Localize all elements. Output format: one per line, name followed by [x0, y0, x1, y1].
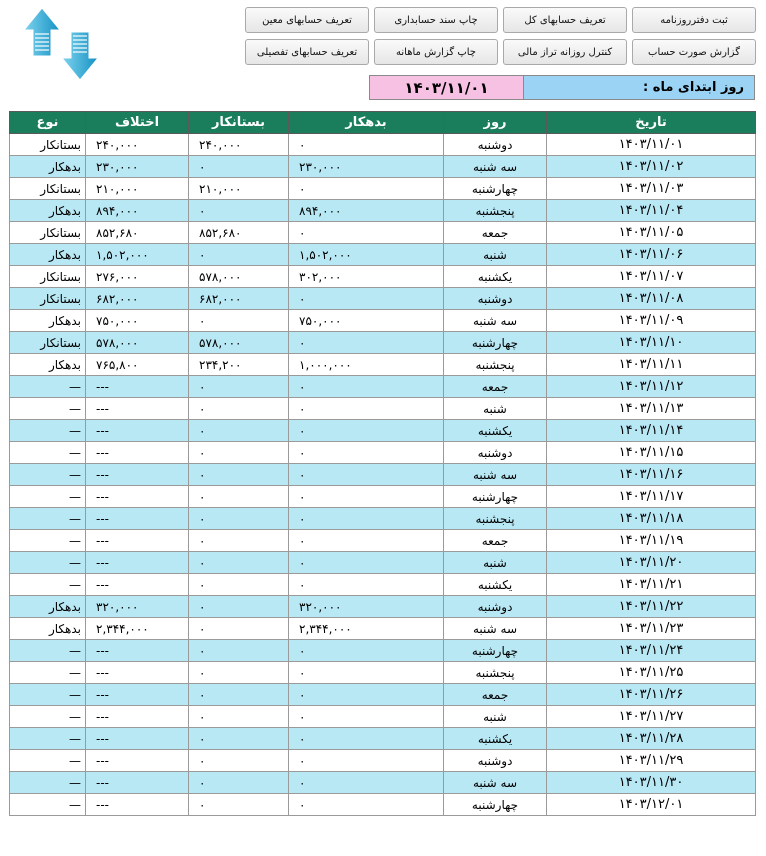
cell-debit[interactable]: ۰ [289, 420, 444, 442]
cell-day[interactable]: پنجشنبه [444, 354, 547, 376]
cell-credit[interactable]: ۰ [189, 574, 289, 596]
cell-day[interactable]: پنجشنبه [444, 508, 547, 530]
cell-type[interactable]: — [10, 552, 86, 574]
cell-day[interactable]: جمعه [444, 222, 547, 244]
cell-type[interactable]: بدهکار [10, 596, 86, 618]
cell-date[interactable]: ۱۴۰۳/۱۱/۱۶ [547, 464, 756, 486]
cell-day[interactable]: چهارشنبه [444, 640, 547, 662]
cell-credit[interactable]: ۰ [189, 728, 289, 750]
cell-diff[interactable]: --- [86, 728, 189, 750]
table-row [10, 684, 756, 706]
cell-diff[interactable]: --- [86, 662, 189, 684]
menu-buttons [247, 7, 756, 65]
cell-date[interactable]: ۱۴۰۳/۱۱/۰۲ [547, 156, 756, 178]
cell-diff[interactable]: ۷۶۵,۸۰۰ [86, 354, 189, 376]
table-row [10, 706, 756, 728]
cell-diff[interactable]: ۳۲۰,۰۰۰ [86, 596, 189, 618]
cell-debit[interactable]: ۰ [289, 684, 444, 706]
cell-credit[interactable]: ۰ [189, 398, 289, 420]
cell-diff[interactable]: --- [86, 486, 189, 508]
cell-credit[interactable]: ۰ [189, 618, 289, 640]
cell-diff[interactable]: --- [86, 442, 189, 464]
cell-type[interactable]: — [10, 640, 86, 662]
cell-date[interactable]: ۱۴۰۳/۱۱/۱۸ [547, 508, 756, 530]
cell-day[interactable]: سه شنبه [444, 618, 547, 640]
cell-credit[interactable]: ۰ [189, 420, 289, 442]
cell-date[interactable]: ۱۴۰۳/۱۱/۲۱ [547, 574, 756, 596]
month-start-row [369, 75, 755, 100]
cell-date[interactable]: ۱۴۰۳/۱۱/۱۴ [547, 420, 756, 442]
cell-type[interactable]: بستانکار [10, 288, 86, 310]
cell-diff[interactable]: --- [86, 552, 189, 574]
cell-type[interactable]: — [10, 464, 86, 486]
cell-diff[interactable]: --- [86, 706, 189, 728]
table-row [10, 772, 756, 794]
cell-type[interactable]: بستانکار [10, 134, 86, 156]
cell-day[interactable]: یکشنبه [444, 266, 547, 288]
cell-day[interactable]: جمعه [444, 684, 547, 706]
cell-credit[interactable]: ۰ [189, 750, 289, 772]
cell-date[interactable]: ۱۴۰۳/۱۱/۲۳ [547, 618, 756, 640]
cell-diff[interactable]: --- [86, 420, 189, 442]
cell-type[interactable]: بستانکار [10, 332, 86, 354]
cell-day[interactable]: دوشنبه [444, 750, 547, 772]
cell-debit[interactable]: ۰ [289, 772, 444, 794]
cell-debit[interactable]: ۲۳۰,۰۰۰ [289, 156, 444, 178]
cell-type[interactable]: بدهکار [10, 310, 86, 332]
cell-credit[interactable]: ۵۷۸,۰۰۰ [189, 332, 289, 354]
cell-debit[interactable]: ۰ [289, 134, 444, 156]
cell-day[interactable]: چهارشنبه [444, 794, 547, 816]
cell-date[interactable]: ۱۴۰۳/۱۱/۲۶ [547, 684, 756, 706]
cell-date[interactable]: ۱۴۰۳/۱۱/۱۷ [547, 486, 756, 508]
detail-accounts-button[interactable]: تعریف حسابهای تفصیلی [245, 39, 369, 65]
cell-day[interactable]: سه شنبه [444, 310, 547, 332]
cell-debit[interactable]: ۰ [289, 530, 444, 552]
cell-diff[interactable]: --- [86, 684, 189, 706]
cell-date[interactable]: ۱۴۰۳/۱۱/۰۳ [547, 178, 756, 200]
table-row [10, 244, 756, 266]
cell-type[interactable]: — [10, 530, 86, 552]
cell-debit[interactable]: ۰ [289, 486, 444, 508]
cell-day[interactable]: جمعه [444, 530, 547, 552]
cell-type[interactable]: بدهکار [10, 244, 86, 266]
cell-debit[interactable]: ۰ [289, 442, 444, 464]
cell-date[interactable]: ۱۴۰۳/۱۱/۱۳ [547, 398, 756, 420]
cell-date[interactable]: ۱۴۰۳/۱۲/۰۱ [547, 794, 756, 816]
cell-debit[interactable]: ۰ [289, 728, 444, 750]
cell-day[interactable]: شنبه [444, 244, 547, 266]
cell-day[interactable]: شنبه [444, 552, 547, 574]
cell-diff[interactable]: ۷۵۰,۰۰۰ [86, 310, 189, 332]
cell-date[interactable]: ۱۴۰۳/۱۱/۰۴ [547, 200, 756, 222]
cell-debit[interactable]: ۱,۰۰۰,۰۰۰ [289, 354, 444, 376]
table-row [10, 794, 756, 816]
cell-debit[interactable]: ۳۰۲,۰۰۰ [289, 266, 444, 288]
cell-date[interactable]: ۱۴۰۳/۱۱/۰۵ [547, 222, 756, 244]
cell-credit[interactable]: ۰ [189, 442, 289, 464]
cell-credit[interactable]: ۰ [189, 772, 289, 794]
table-row [10, 750, 756, 772]
table-row [10, 530, 756, 552]
monthly-report-button[interactable]: چاپ گزارش ماهانه [374, 39, 498, 65]
cell-type[interactable]: بستانکار [10, 178, 86, 200]
cell-debit[interactable]: ۱,۵۰۲,۰۰۰ [289, 244, 444, 266]
cell-day[interactable]: جمعه [444, 376, 547, 398]
table-row [10, 420, 756, 442]
cell-debit[interactable]: ۰ [289, 178, 444, 200]
cell-debit[interactable]: ۰ [289, 750, 444, 772]
cell-type[interactable]: — [10, 398, 86, 420]
cell-type[interactable]: — [10, 376, 86, 398]
cell-day[interactable]: پنجشنبه [444, 662, 547, 684]
table-row [10, 574, 756, 596]
table-row [10, 354, 756, 376]
cell-credit[interactable]: ۰ [189, 508, 289, 530]
cell-type[interactable]: بدهکار [10, 354, 86, 376]
table-row [10, 200, 756, 222]
cell-credit[interactable]: ۰ [189, 794, 289, 816]
month-start-value[interactable]: ۱۴۰۳/۱۱/۰۱ [369, 75, 524, 100]
cell-diff[interactable]: ۸۵۲,۶۸۰ [86, 222, 189, 244]
cell-diff[interactable]: ۵۷۸,۰۰۰ [86, 332, 189, 354]
cell-debit[interactable]: ۳۲۰,۰۰۰ [289, 596, 444, 618]
cell-date[interactable]: ۱۴۰۳/۱۱/۲۴ [547, 640, 756, 662]
cell-diff[interactable]: ۶۸۲,۰۰۰ [86, 288, 189, 310]
cell-debit[interactable]: ۰ [289, 662, 444, 684]
cell-date[interactable]: ۱۴۰۳/۱۱/۲۷ [547, 706, 756, 728]
table-row [10, 266, 756, 288]
cell-date[interactable]: ۱۴۰۳/۱۱/۲۹ [547, 750, 756, 772]
cell-debit[interactable]: ۰ [289, 794, 444, 816]
table-row [10, 222, 756, 244]
cell-diff[interactable]: --- [86, 530, 189, 552]
cell-day[interactable]: سه شنبه [444, 464, 547, 486]
cell-type[interactable]: — [10, 662, 86, 684]
cell-credit[interactable]: ۰ [189, 552, 289, 574]
cell-diff[interactable]: --- [86, 398, 189, 420]
daily-balance-table [9, 111, 756, 816]
cell-diff[interactable]: ۲۷۶,۰۰۰ [86, 266, 189, 288]
table-row [10, 376, 756, 398]
column-header-type: نوع [10, 112, 86, 134]
cell-date[interactable]: ۱۴۰۳/۱۱/۲۲ [547, 596, 756, 618]
cell-day[interactable]: چهارشنبه [444, 332, 547, 354]
cell-credit[interactable]: ۸۵۲,۶۸۰ [189, 222, 289, 244]
cell-debit[interactable]: ۸۹۴,۰۰۰ [289, 200, 444, 222]
cell-debit[interactable]: ۲,۳۴۴,۰۰۰ [289, 618, 444, 640]
cell-date[interactable]: ۱۴۰۳/۱۱/۰۷ [547, 266, 756, 288]
cell-day[interactable]: چهارشنبه [444, 486, 547, 508]
cell-credit[interactable]: ۰ [189, 464, 289, 486]
cell-credit[interactable]: ۲۴۰,۰۰۰ [189, 134, 289, 156]
cell-credit[interactable]: ۰ [189, 662, 289, 684]
table-row [10, 596, 756, 618]
column-header-date: تاریخ [547, 112, 756, 134]
cell-diff[interactable]: --- [86, 772, 189, 794]
cell-credit[interactable]: ۰ [189, 376, 289, 398]
cell-credit[interactable]: ۰ [189, 244, 289, 266]
table-header [10, 112, 756, 134]
table-row [10, 662, 756, 684]
cell-diff[interactable]: --- [86, 464, 189, 486]
table-row [10, 618, 756, 640]
cell-credit[interactable]: ۰ [189, 530, 289, 552]
cell-diff[interactable]: --- [86, 750, 189, 772]
cell-diff[interactable]: ۲۱۰,۰۰۰ [86, 178, 189, 200]
cell-credit[interactable]: ۰ [189, 706, 289, 728]
cell-day[interactable]: شنبه [444, 398, 547, 420]
cell-debit[interactable]: ۰ [289, 464, 444, 486]
daily-balance-control-button[interactable]: کنترل روزانه تراز مالی [503, 39, 627, 65]
cell-type[interactable]: بستانکار [10, 266, 86, 288]
cell-credit[interactable]: ۶۸۲,۰۰۰ [189, 288, 289, 310]
cell-credit[interactable]: ۰ [189, 200, 289, 222]
cell-type[interactable]: — [10, 728, 86, 750]
column-header-credit: بستانکار [189, 112, 289, 134]
cell-date[interactable]: ۱۴۰۳/۱۱/۰۹ [547, 310, 756, 332]
cell-diff[interactable]: ۸۹۴,۰۰۰ [86, 200, 189, 222]
cell-day[interactable]: سه شنبه [444, 772, 547, 794]
cell-day[interactable]: یکشنبه [444, 420, 547, 442]
cell-debit[interactable]: ۰ [289, 552, 444, 574]
cell-date[interactable]: ۱۴۰۳/۱۱/۰۸ [547, 288, 756, 310]
cell-type[interactable]: بدهکار [10, 156, 86, 178]
cell-debit[interactable]: ۷۵۰,۰۰۰ [289, 310, 444, 332]
month-start-label: روز ابتدای ماه : [524, 75, 755, 100]
table-row [10, 156, 756, 178]
table-row [10, 288, 756, 310]
cell-day[interactable]: دوشنبه [444, 442, 547, 464]
cell-credit[interactable]: ۰ [189, 156, 289, 178]
cell-credit[interactable]: ۲۱۰,۰۰۰ [189, 178, 289, 200]
column-header-difference: اختلاف [86, 112, 189, 134]
cell-diff[interactable]: --- [86, 508, 189, 530]
cell-diff[interactable]: ۲۴۰,۰۰۰ [86, 134, 189, 156]
cell-date[interactable]: ۱۴۰۳/۱۱/۰۱ [547, 134, 756, 156]
cell-date[interactable]: ۱۴۰۳/۱۱/۱۱ [547, 354, 756, 376]
table-row [10, 178, 756, 200]
table-row [10, 552, 756, 574]
cell-day[interactable]: چهارشنبه [444, 178, 547, 200]
column-header-debit: بدهکار [289, 112, 444, 134]
table-row [10, 310, 756, 332]
cell-day[interactable]: دوشنبه [444, 596, 547, 618]
table-row [10, 640, 756, 662]
cell-date[interactable]: ۱۴۰۳/۱۱/۳۰ [547, 772, 756, 794]
cell-debit[interactable]: ۰ [289, 640, 444, 662]
cell-diff[interactable]: ۲,۳۴۴,۰۰۰ [86, 618, 189, 640]
cell-date[interactable]: ۱۴۰۳/۱۱/۲۵ [547, 662, 756, 684]
cell-type[interactable]: — [10, 574, 86, 596]
cell-day[interactable]: شنبه [444, 706, 547, 728]
subsidiary-accounts-button[interactable]: تعریف حسابهای معین [245, 7, 369, 33]
cell-date[interactable]: ۱۴۰۳/۱۱/۱۹ [547, 530, 756, 552]
cell-diff[interactable]: --- [86, 574, 189, 596]
cell-debit[interactable]: ۰ [289, 574, 444, 596]
cell-day[interactable]: سه شنبه [444, 156, 547, 178]
cell-diff[interactable]: --- [86, 376, 189, 398]
cell-date[interactable]: ۱۴۰۳/۱۱/۲۰ [547, 552, 756, 574]
cell-type[interactable]: — [10, 508, 86, 530]
account-statement-button[interactable]: گزارش صورت حساب [632, 39, 756, 65]
cell-diff[interactable]: --- [86, 640, 189, 662]
cell-date[interactable]: ۱۴۰۳/۱۱/۱۵ [547, 442, 756, 464]
cell-credit[interactable]: ۰ [189, 640, 289, 662]
table-row [10, 486, 756, 508]
cell-credit[interactable]: ۵۷۸,۰۰۰ [189, 266, 289, 288]
cell-type[interactable]: بستانکار [10, 222, 86, 244]
table-row [10, 442, 756, 464]
cell-credit[interactable]: ۰ [189, 596, 289, 618]
cell-day[interactable]: دوشنبه [444, 288, 547, 310]
cell-day[interactable]: یکشنبه [444, 574, 547, 596]
transfer-arrows-icon [24, 6, 104, 82]
cell-debit[interactable]: ۰ [289, 376, 444, 398]
cell-credit[interactable]: ۰ [189, 486, 289, 508]
cell-diff[interactable]: ۱,۵۰۲,۰۰۰ [86, 244, 189, 266]
table-row [10, 332, 756, 354]
table-row [10, 134, 756, 156]
cell-date[interactable]: ۱۴۰۳/۱۱/۲۸ [547, 728, 756, 750]
cell-type[interactable]: بدهکار [10, 200, 86, 222]
cell-day[interactable]: دوشنبه [444, 134, 547, 156]
cell-credit[interactable]: ۰ [189, 310, 289, 332]
cell-type[interactable]: بدهکار [10, 618, 86, 640]
print-voucher-button[interactable]: چاپ سند حسابداری [374, 7, 498, 33]
cell-type[interactable]: — [10, 442, 86, 464]
cell-type[interactable]: — [10, 794, 86, 816]
table-row [10, 728, 756, 750]
cell-debit[interactable]: ۰ [289, 706, 444, 728]
cell-type[interactable]: — [10, 486, 86, 508]
cell-type[interactable]: — [10, 706, 86, 728]
cell-type[interactable]: — [10, 420, 86, 442]
cell-day[interactable]: یکشنبه [444, 728, 547, 750]
cell-credit[interactable]: ۰ [189, 684, 289, 706]
cell-date[interactable]: ۱۴۰۳/۱۱/۱۰ [547, 332, 756, 354]
cell-type[interactable]: — [10, 772, 86, 794]
table-row [10, 464, 756, 486]
cell-debit[interactable]: ۰ [289, 398, 444, 420]
cell-type[interactable]: — [10, 750, 86, 772]
cell-date[interactable]: ۱۴۰۳/۱۱/۱۲ [547, 376, 756, 398]
cell-credit[interactable]: ۲۳۴,۲۰۰ [189, 354, 289, 376]
cell-day[interactable]: پنجشنبه [444, 200, 547, 222]
table-row [10, 508, 756, 530]
cell-type[interactable]: — [10, 684, 86, 706]
cell-debit[interactable]: ۰ [289, 288, 444, 310]
table-row [10, 398, 756, 420]
cell-diff[interactable]: --- [86, 794, 189, 816]
cell-date[interactable]: ۱۴۰۳/۱۱/۰۶ [547, 244, 756, 266]
column-header-day: روز [444, 112, 547, 134]
cell-diff[interactable]: ۲۳۰,۰۰۰ [86, 156, 189, 178]
cell-debit[interactable]: ۰ [289, 332, 444, 354]
cell-debit[interactable]: ۰ [289, 222, 444, 244]
general-accounts-button[interactable]: تعریف حسابهای کل [503, 7, 627, 33]
journal-entry-button[interactable]: ثبت دفترروزنامه [632, 7, 756, 33]
cell-debit[interactable]: ۰ [289, 508, 444, 530]
